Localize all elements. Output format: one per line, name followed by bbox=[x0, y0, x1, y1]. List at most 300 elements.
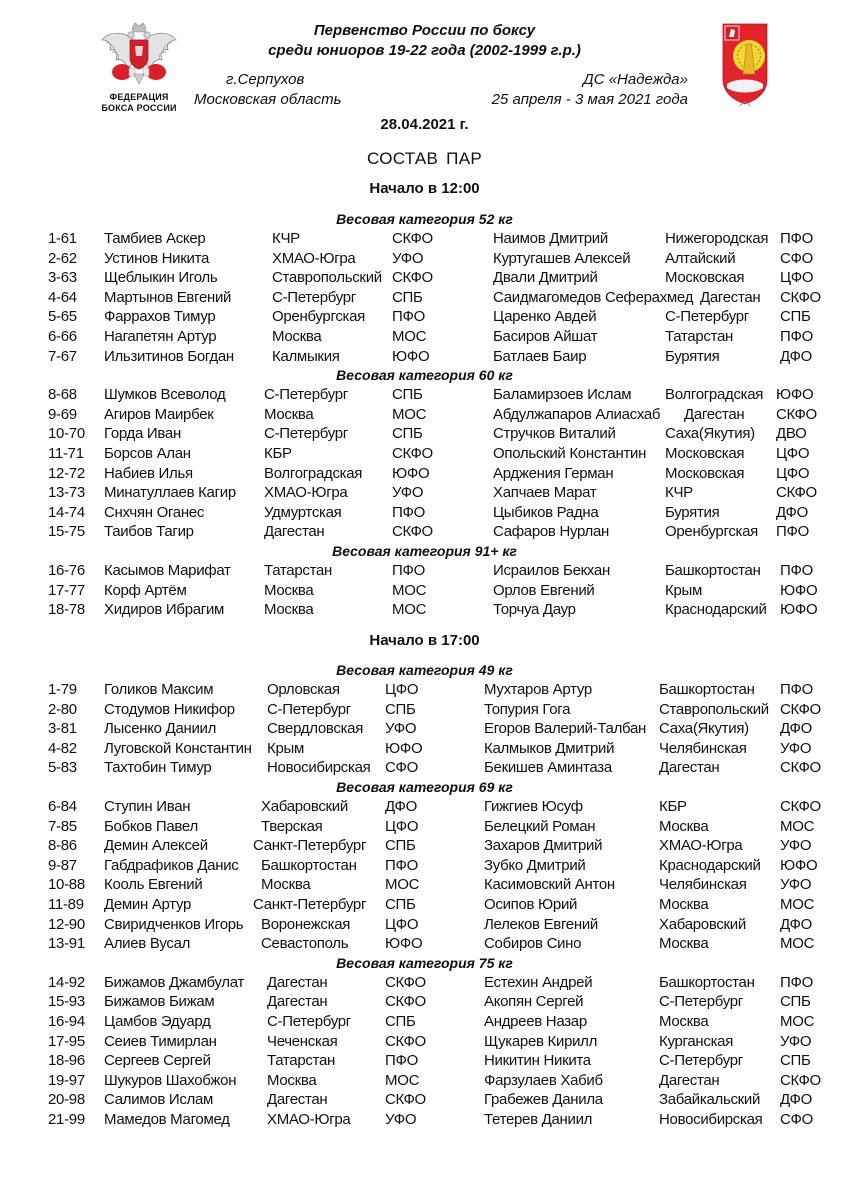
pair-blue-name: Бекишев Аминтаза bbox=[484, 759, 612, 777]
pair-red-name: Борсов Алан bbox=[104, 445, 191, 462]
pair-red-region: Дагестан bbox=[267, 993, 328, 1011]
pair-blue-district: ДФО bbox=[780, 1091, 813, 1109]
pair-row bbox=[0, 249, 849, 269]
pair-row bbox=[0, 1012, 849, 1032]
pair-blue-region: Бурятия bbox=[665, 347, 720, 365]
weight-category-heading: Весовая категория 52 кг bbox=[336, 211, 513, 227]
pair-red-district: МОС bbox=[392, 601, 427, 619]
pair-red-district: СПБ bbox=[392, 288, 423, 306]
pair-blue-region: Алтайский bbox=[665, 249, 736, 267]
pair-blue-district: УФО bbox=[780, 876, 812, 894]
pair-red-name: Хидиров Ибрагим bbox=[104, 601, 225, 619]
pair-blue-name: Захаров Дмитрий bbox=[484, 837, 603, 855]
pair-red-region: Москва bbox=[264, 601, 314, 619]
pair-blue-name: Андреев Назар bbox=[484, 1013, 587, 1030]
venue: ДС «Надежда» bbox=[583, 71, 688, 88]
region: Московская область bbox=[194, 91, 342, 108]
pair-row bbox=[0, 875, 849, 895]
pair-blue-region: Курганская bbox=[659, 1032, 734, 1050]
pair-row bbox=[0, 836, 849, 856]
pair-num: 21-99 bbox=[48, 1111, 85, 1128]
pair-blue-district: ЮФО bbox=[780, 856, 818, 874]
pair-red-region: Севастополь bbox=[261, 935, 349, 953]
pair-red-district: СКФО bbox=[385, 993, 426, 1011]
pair-blue-name: Зубко Дмитрий bbox=[484, 856, 586, 874]
pair-red-region: Дагестан bbox=[267, 1091, 328, 1109]
pair-blue-region: Саха(Якутия) bbox=[665, 425, 755, 443]
weight-category-heading: Весовая категория 75 кг bbox=[336, 954, 513, 971]
pair-blue-region: КЧР bbox=[665, 484, 693, 502]
pair-row bbox=[0, 268, 849, 288]
pair-red-district: СПБ bbox=[392, 386, 423, 404]
pair-row bbox=[0, 503, 849, 523]
pair-num: 8-86 bbox=[48, 837, 77, 855]
pair-blue-district: ЦФО bbox=[776, 464, 810, 482]
pair-blue-district: СФО bbox=[780, 249, 814, 267]
pair-row bbox=[0, 1032, 849, 1052]
pair-blue-name: Стручков Виталий bbox=[493, 425, 616, 443]
pair-blue-district: МОС bbox=[780, 1013, 815, 1030]
city: г.Серпухов bbox=[226, 71, 305, 88]
pair-blue-region: Саха(Якутия) bbox=[659, 720, 749, 738]
pair-red-name: Бижамов Бижам bbox=[104, 993, 215, 1011]
pair-num: 7-85 bbox=[48, 817, 77, 835]
pair-blue-name: Цыбиков Радна bbox=[493, 503, 599, 521]
pair-row bbox=[0, 817, 849, 837]
pair-blue-district: УФО bbox=[780, 1032, 812, 1050]
pair-num: 13-73 bbox=[48, 484, 85, 502]
pair-red-district: ЦФО bbox=[385, 817, 419, 835]
pair-red-name: Шукуров Шахобжон bbox=[104, 1071, 237, 1089]
pair-blue-district: СКФО bbox=[780, 700, 821, 718]
pair-blue-district: ЮФО bbox=[780, 601, 818, 619]
pair-blue-region: Нижегородская bbox=[665, 230, 769, 247]
pair-blue-region: Татарстан bbox=[665, 328, 734, 345]
weight-category-heading: Весовая категория 69 кг bbox=[336, 779, 513, 795]
pair-red-district: ЦФО bbox=[385, 915, 419, 933]
pair-row bbox=[0, 1051, 849, 1071]
pair-red-region: С-Петербург bbox=[272, 288, 356, 306]
pair-red-district: СКФО bbox=[385, 1091, 426, 1109]
pair-red-name: Фаррахов Тимур bbox=[104, 308, 216, 326]
pair-red-district: СКФО bbox=[392, 269, 433, 287]
pair-blue-district: СПБ bbox=[780, 993, 811, 1011]
pair-red-district: УФО bbox=[392, 484, 424, 502]
pair-red-district: СПБ bbox=[392, 425, 423, 443]
pair-red-region: Калмыкия bbox=[272, 347, 340, 365]
pair-red-name: Алиев Вусал bbox=[104, 935, 191, 953]
pair-blue-district: ПФО bbox=[780, 973, 813, 991]
pair-red-district: МОС bbox=[385, 876, 420, 894]
pair-red-district: ДФО bbox=[385, 798, 418, 815]
pair-blue-name: Хапчаев Марат bbox=[493, 484, 597, 502]
pair-red-district: СКФО bbox=[385, 973, 426, 991]
pair-blue-name: Естехин Андрей bbox=[484, 973, 593, 991]
federation-logo-line2: БОКСА РОССИИ bbox=[101, 103, 177, 113]
pair-blue-district: МОС bbox=[780, 935, 815, 953]
pair-red-district: СКФО bbox=[385, 1032, 426, 1050]
pair-blue-name: Никитин Никита bbox=[484, 1052, 591, 1070]
pair-blue-district: ПФО bbox=[780, 562, 813, 579]
pair-red-district: УФО bbox=[385, 720, 417, 738]
weight-category-heading: Весовая категория 60 кг bbox=[336, 367, 513, 384]
federation-logo-line1: ФЕДЕРАЦИЯ bbox=[109, 92, 169, 102]
pair-row bbox=[0, 561, 849, 581]
pair-blue-district: УФО bbox=[780, 837, 812, 855]
pair-row bbox=[0, 522, 849, 542]
pair-blue-region: Волгоградская bbox=[665, 386, 764, 404]
pair-row bbox=[0, 600, 849, 620]
pair-red-district: ЮФО bbox=[385, 739, 423, 757]
pair-blue-region: Башкортостан bbox=[659, 973, 755, 991]
pair-row bbox=[0, 739, 849, 759]
pair-blue-region: Оренбургская bbox=[665, 523, 758, 541]
pair-blue-name: Белецкий Роман bbox=[484, 817, 596, 835]
pair-num: 12-90 bbox=[48, 915, 85, 933]
pair-red-name: Сергеев Сергей bbox=[104, 1052, 211, 1070]
pair-red-region: Свердловская bbox=[267, 720, 364, 738]
pair-red-region: С-Петербург bbox=[267, 1013, 351, 1030]
pair-num: 18-96 bbox=[48, 1052, 85, 1070]
pair-red-name: Свиридченков Игорь bbox=[104, 915, 244, 933]
pair-row bbox=[0, 1110, 849, 1130]
pair-red-region: Дагестан bbox=[264, 523, 325, 541]
pair-row bbox=[0, 1071, 849, 1091]
pair-num: 10-88 bbox=[48, 876, 85, 894]
pair-row bbox=[0, 483, 849, 503]
pair-num: 3-81 bbox=[48, 720, 77, 738]
championship-subtitle: среди юниоров 19-22 года (2002-1999 г.р.) bbox=[268, 42, 581, 59]
pair-row bbox=[0, 307, 849, 327]
pair-red-region: ХМАО-Югра bbox=[267, 1111, 351, 1128]
pair-row bbox=[0, 327, 849, 347]
pair-blue-district: ДВО bbox=[776, 425, 807, 443]
pair-num: 17-95 bbox=[48, 1032, 85, 1050]
pair-blue-region: Челябинская bbox=[659, 876, 747, 894]
pair-num: 13-91 bbox=[48, 935, 85, 953]
pair-blue-name: Арджения Герман bbox=[493, 464, 614, 482]
pair-red-region: Новосибирская bbox=[267, 759, 371, 777]
pair-num: 10-70 bbox=[48, 425, 85, 443]
pair-blue-name: Грабежев Данила bbox=[484, 1091, 603, 1109]
pair-red-name: Таибов Тагир bbox=[104, 523, 194, 541]
pair-num: 2-62 bbox=[48, 249, 77, 267]
pair-red-district: ЮФО bbox=[392, 347, 430, 365]
championship-title: Первенство России по боксу bbox=[313, 22, 536, 39]
pair-red-name: Корф Артём bbox=[104, 581, 187, 599]
pair-red-name: Кооль Евгений bbox=[104, 876, 203, 894]
pair-red-name: Стодумов Никифор bbox=[104, 700, 235, 718]
pair-blue-district: ДФО bbox=[780, 915, 813, 933]
pair-row bbox=[0, 288, 849, 308]
pair-row bbox=[0, 581, 849, 601]
pair-red-district: СПБ bbox=[385, 837, 416, 855]
pair-blue-district: ДФО bbox=[780, 347, 813, 365]
pair-red-name: Минатуллаев Кагир bbox=[104, 484, 236, 502]
pair-red-region: Татарстан bbox=[267, 1052, 336, 1070]
pair-red-name: Тахтобин Тимур bbox=[104, 759, 212, 777]
pair-blue-district: СПБ bbox=[780, 1052, 811, 1070]
session-start-time: Начало в 17:00 bbox=[369, 632, 480, 649]
pair-red-name: Горда Иван bbox=[104, 425, 181, 443]
pair-blue-name: Опольский Константин bbox=[493, 445, 647, 462]
pair-red-name: Ступин Иван bbox=[104, 798, 191, 815]
pair-red-name: Сеиев Тимирлан bbox=[104, 1032, 217, 1050]
pair-red-name: Цамбов Эдуард bbox=[104, 1013, 211, 1030]
pair-blue-region: Ставропольский bbox=[659, 700, 769, 718]
pair-red-district: ЮФО bbox=[392, 464, 430, 482]
pair-red-district: СПБ bbox=[385, 1013, 416, 1030]
pair-red-region: ХМАО-Югра bbox=[272, 249, 356, 267]
pair-red-region: Москва bbox=[272, 328, 322, 345]
pair-red-district: СПБ bbox=[385, 896, 416, 913]
pair-red-district: УФО bbox=[385, 1111, 417, 1128]
pair-red-name: Шумков Всеволод bbox=[104, 386, 226, 404]
pair-num: 7-67 bbox=[48, 347, 77, 365]
pair-blue-region: Дагестан bbox=[659, 759, 720, 777]
pair-num: 18-78 bbox=[48, 601, 85, 619]
pair-row bbox=[0, 934, 849, 954]
pair-num: 14-92 bbox=[48, 973, 85, 991]
pair-red-district: СКФО bbox=[392, 445, 433, 462]
pair-blue-district: ПФО bbox=[776, 523, 809, 541]
pair-blue-name: Торчуа Даур bbox=[493, 601, 576, 619]
pair-blue-name: Батлаев Баир bbox=[493, 347, 587, 365]
pair-blue-district: ЦФО bbox=[776, 445, 810, 462]
pair-red-name: Агиров Маирбек bbox=[104, 405, 214, 423]
pair-red-region: Орловская bbox=[267, 681, 340, 698]
pair-red-region: Москва bbox=[267, 1071, 317, 1089]
pair-blue-name: Орлов Евгений bbox=[493, 581, 595, 599]
pair-red-region: Ставропольский bbox=[272, 269, 382, 287]
pair-row bbox=[0, 405, 849, 425]
pair-red-district: МОС bbox=[392, 405, 427, 423]
pair-blue-region: Москва bbox=[659, 817, 709, 835]
pair-red-region: С-Петербург bbox=[267, 700, 351, 718]
pair-row bbox=[0, 895, 849, 915]
pair-red-district: ПФО bbox=[392, 308, 425, 326]
pair-blue-district: СКФО bbox=[776, 405, 817, 423]
pair-row bbox=[0, 229, 849, 249]
pair-red-name: Снхчян Оганес bbox=[104, 503, 205, 521]
pair-blue-region: Краснодарский bbox=[659, 856, 761, 874]
pair-red-region: Оренбургская bbox=[272, 308, 365, 326]
session-start-time: Начало в 12:00 bbox=[369, 180, 480, 197]
pair-num: 6-84 bbox=[48, 798, 77, 815]
pair-row bbox=[0, 700, 849, 720]
pair-num: 15-75 bbox=[48, 523, 85, 541]
pair-red-name: Мамедов Магомед bbox=[104, 1111, 230, 1128]
pair-red-name: Луговской Константин bbox=[104, 739, 252, 757]
pair-red-district: ЮФО bbox=[385, 935, 423, 953]
pair-blue-name: Сафаров Нурлан bbox=[493, 523, 610, 541]
pair-red-name: Салимов Ислам bbox=[104, 1091, 214, 1109]
pair-row bbox=[0, 992, 849, 1012]
pair-red-name: Мартынов Евгений bbox=[104, 288, 232, 306]
event-dates: 25 апреля - 3 мая 2021 года bbox=[491, 91, 688, 108]
pair-red-name: Ильзитинов Богдан bbox=[104, 347, 234, 365]
pair-blue-district: ПФО bbox=[780, 230, 813, 247]
pair-blue-name: Абдулжапаров Алиасхаб bbox=[493, 405, 661, 423]
pair-red-region: Москва bbox=[264, 581, 314, 599]
pair-blue-name: Двали Дмитрий bbox=[493, 269, 598, 287]
pair-red-name: Устинов Никита bbox=[104, 249, 210, 267]
pair-red-region: ХМАО-Югра bbox=[264, 484, 348, 502]
pair-red-name: Нагапетян Артур bbox=[104, 328, 217, 345]
pair-red-district: СКФО bbox=[392, 230, 433, 247]
pair-blue-region: КБР bbox=[659, 798, 687, 815]
pair-red-region: Тверская bbox=[261, 817, 323, 835]
pair-red-district: ПФО bbox=[392, 562, 425, 579]
pair-red-name: Тамбиев Аскер bbox=[104, 230, 206, 247]
pair-num: 9-69 bbox=[48, 405, 77, 423]
pair-blue-region: Краснодарский bbox=[665, 601, 767, 619]
pair-row bbox=[0, 680, 849, 700]
pair-num: 3-63 bbox=[48, 269, 77, 287]
pair-blue-region: Бурятия bbox=[665, 503, 720, 521]
pair-red-region: Санкт-Петербург bbox=[253, 837, 367, 855]
pair-row bbox=[0, 973, 849, 993]
pair-blue-region: Хабаровский bbox=[659, 915, 746, 933]
pair-blue-district: ЦФО bbox=[780, 269, 814, 287]
pair-red-name: Демин Артур bbox=[104, 896, 192, 913]
pair-blue-region: Москва bbox=[659, 896, 709, 913]
pair-blue-name: Фарзулаев Хабиб bbox=[484, 1071, 603, 1089]
pair-blue-region: С-Петербург bbox=[659, 993, 743, 1011]
schedule-date: 28.04.2021 г. bbox=[380, 116, 469, 133]
pair-num: 12-72 bbox=[48, 464, 85, 482]
pair-red-region: КБР bbox=[264, 445, 292, 462]
pair-row bbox=[0, 385, 849, 405]
pair-blue-district: МОС bbox=[780, 896, 815, 913]
pair-blue-name: Осипов Юрий bbox=[484, 896, 578, 913]
pair-blue-name: Топурия Гога bbox=[484, 700, 571, 718]
pair-red-region: Башкортостан bbox=[261, 856, 357, 874]
pair-row bbox=[0, 444, 849, 464]
pair-red-district: МОС bbox=[392, 328, 427, 345]
pair-red-district: ПФО bbox=[392, 503, 425, 521]
pair-red-region: Санкт-Петербург bbox=[253, 896, 367, 913]
pair-blue-name: Собиров Сино bbox=[484, 935, 582, 953]
pair-red-region: Хабаровский bbox=[261, 798, 348, 815]
pair-blue-district: СФО bbox=[780, 1111, 814, 1128]
pair-blue-region: Забайкальский bbox=[659, 1091, 761, 1109]
pair-red-district: МОС bbox=[385, 1071, 420, 1089]
document-title: СОСТАВ ПАР bbox=[367, 149, 482, 168]
pair-blue-name: Куртугашев Алексей bbox=[493, 249, 631, 267]
pair-num: 6-66 bbox=[48, 328, 77, 345]
pair-blue-region: Крым bbox=[665, 581, 702, 599]
pair-red-name: Набиев Илья bbox=[104, 464, 193, 482]
pair-red-name: Бижамов Джамбулат bbox=[104, 973, 245, 991]
pair-blue-region: Москва bbox=[659, 935, 709, 953]
pair-blue-district: СКФО bbox=[780, 759, 821, 777]
pair-blue-district: УФО bbox=[780, 739, 812, 757]
weight-category-heading: Весовая категория 91+ кг bbox=[332, 543, 517, 559]
pair-red-name: Щеблыкин Иголь bbox=[104, 269, 218, 287]
pair-blue-region: Московская bbox=[665, 269, 745, 287]
pair-blue-district: ЮФО bbox=[780, 581, 818, 599]
pair-red-name: Касымов Марифат bbox=[104, 562, 231, 579]
pair-red-region: Татарстан bbox=[264, 562, 333, 579]
pair-blue-district: СКФО bbox=[780, 288, 821, 306]
pair-blue-name: Лелеков Евгений bbox=[484, 915, 598, 933]
pair-num: 11-71 bbox=[48, 445, 84, 462]
pair-red-name: Лысенко Даниил bbox=[104, 720, 217, 738]
pair-num: 9-87 bbox=[48, 856, 77, 874]
pair-blue-district: СПБ bbox=[780, 308, 811, 326]
pair-blue-name: Егоров Валерий-Талбан bbox=[484, 720, 647, 738]
pair-num: 1-79 bbox=[48, 681, 77, 698]
pair-red-name: Габдрафиков Данис bbox=[104, 856, 239, 874]
pair-red-district: СФО bbox=[385, 759, 419, 777]
pair-red-region: Удмуртская bbox=[264, 503, 342, 521]
pair-blue-district: ДФО bbox=[776, 503, 809, 521]
pair-row bbox=[0, 347, 849, 367]
pair-row bbox=[0, 797, 849, 817]
pair-red-name: Бобков Павел bbox=[104, 817, 198, 835]
pair-red-region: Воронежская bbox=[261, 915, 351, 933]
pair-blue-name: Гижгиев Юсуф bbox=[484, 798, 583, 815]
pair-blue-region: Дагестан bbox=[659, 1071, 720, 1089]
pair-red-district: ЦФО bbox=[385, 681, 419, 698]
pair-num: 17-77 bbox=[48, 581, 85, 599]
pair-blue-name: Касимовский Антон bbox=[484, 876, 615, 894]
pair-num: 19-97 bbox=[48, 1071, 85, 1089]
pair-blue-name: Тетерев Даниил bbox=[484, 1111, 593, 1128]
pair-red-district: ПФО bbox=[385, 856, 418, 874]
pair-num: 2-80 bbox=[48, 700, 77, 718]
pair-red-district: СКФО bbox=[392, 523, 433, 541]
pair-row bbox=[0, 719, 849, 739]
pair-red-region: Чеченская bbox=[267, 1032, 338, 1050]
pair-num: 11-89 bbox=[48, 896, 84, 913]
pair-num: 4-64 bbox=[48, 288, 77, 306]
pair-blue-region: Московская bbox=[665, 464, 745, 482]
pair-num: 5-83 bbox=[48, 759, 77, 777]
pair-red-name: Голиков Максим bbox=[104, 681, 214, 698]
pair-num: 5-65 bbox=[48, 308, 77, 326]
pair-red-region: С-Петербург bbox=[264, 425, 348, 443]
pair-blue-name: Наимов Дмитрий bbox=[493, 230, 608, 247]
pair-blue-region: Челябинская bbox=[659, 739, 747, 757]
pair-num: 4-82 bbox=[48, 739, 77, 757]
pair-row bbox=[0, 915, 849, 935]
pair-blue-name: Мухтаров Артур bbox=[484, 681, 592, 698]
pair-num: 15-93 bbox=[48, 993, 85, 1011]
pair-blue-region: Москва bbox=[659, 1013, 709, 1030]
pair-blue-district: ДФО bbox=[780, 720, 813, 738]
pair-blue-district: СКФО bbox=[780, 1071, 821, 1089]
pair-row bbox=[0, 1090, 849, 1110]
pair-blue-region: Дагестан bbox=[684, 405, 745, 423]
pair-blue-district: ЮФО bbox=[776, 386, 814, 404]
pair-blue-name: Щукарев Кирилл bbox=[484, 1032, 598, 1050]
pair-blue-district: МОС bbox=[780, 817, 815, 835]
pair-blue-name: Царенко Авдей bbox=[493, 308, 597, 326]
pair-row bbox=[0, 758, 849, 778]
pair-blue-name: Баламирзоев Ислам bbox=[493, 386, 632, 404]
pair-num: 20-98 bbox=[48, 1091, 85, 1109]
pair-blue-name: Калмыков Дмитрий bbox=[484, 739, 615, 757]
pair-blue-region: Башкортостан bbox=[665, 562, 761, 579]
pair-blue-region: Дагестан bbox=[700, 288, 761, 306]
pair-blue-region: Московская bbox=[665, 445, 745, 462]
pair-num: 8-68 bbox=[48, 386, 77, 404]
pair-num: 14-74 bbox=[48, 503, 85, 521]
pair-blue-district: ПФО bbox=[780, 681, 813, 698]
pair-num: 16-94 bbox=[48, 1013, 85, 1030]
